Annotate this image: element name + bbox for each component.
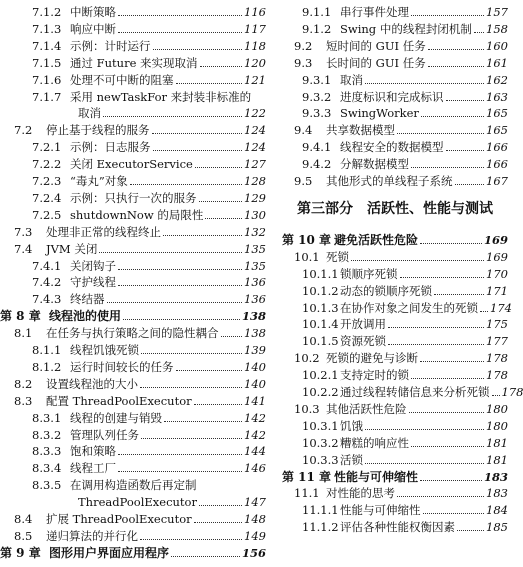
dot-leader [153,149,243,151]
toc-entry-number: 第 9 章 [0,545,41,560]
toc-entry-title: 取消 [340,72,363,87]
toc-entry-number: 7.2.2 [32,157,62,172]
toc-entry-page: 135 [244,241,266,256]
toc-entry-title: 通过线程转储信息来分析死锁 [340,385,490,399]
toc-entry-page: 185 [486,520,508,535]
dot-leader [492,394,500,396]
toc-entry-number: 9.2 [294,38,313,53]
toc-entry-number: 10.1 [294,249,320,264]
toc-entry-page: 141 [244,393,266,408]
toc-entry-page: 135 [244,258,266,273]
toc-entry-title: 其他形式的单线程子系统 [326,174,453,188]
toc-entry-title: 处理非正常的线程终止 [46,224,161,239]
dot-leader [411,14,484,16]
toc-entry-number: 7.1.3 [32,21,62,36]
toc-entry-title: 终结器 [70,292,105,307]
dot-leader [118,31,242,33]
toc-entry-number: 第 8 章 [0,309,41,324]
dot-leader [423,512,485,514]
dot-leader [420,242,482,244]
toc-entry-title: 性能与可伸缩性 [334,469,419,484]
toc-entry-title: 饱和策略 [70,444,116,459]
toc-entry-number: 10.3 [294,401,320,416]
toc-entry-number: 7.2.1 [32,140,62,155]
dot-leader [455,183,485,185]
toc-entry-page: 148 [244,512,266,526]
dot-leader [103,115,242,117]
dot-leader [194,403,242,405]
dot-leader [118,284,242,286]
toc-entry-page: 128 [244,174,266,188]
dot-leader [164,420,242,422]
dot-leader [176,369,243,371]
dot-leader [200,65,243,67]
toc-entry-page: 146 [244,461,266,476]
toc-entry-number: 8.1.1 [32,343,62,357]
toc-entry-number: 10.3.3 [302,452,339,467]
toc-entry-page: 180 [486,418,508,433]
toc-entry-number: 7.2.5 [32,207,62,222]
toc-entry-title: 长时间的 GUI 任务 [326,55,426,70]
toc-entry-page: 136 [244,292,266,307]
toc-entry-number: 8.4 [14,512,33,526]
toc-entry-number: 10.3.1 [302,418,339,433]
toc-entry-title: 其他活跃性危险 [326,401,407,416]
toc-entry-page: 139 [244,343,266,357]
dot-leader [365,428,484,430]
toc-entry-title: JVM 关闭 [46,241,98,256]
toc-entry-number: 7.1.4 [32,38,62,53]
toc-entry-number: 11.1.1 [302,503,339,518]
toc-entry-number: 10.2.2 [302,385,339,399]
toc-entry-title: 采用 newTaskFor 来封装非标准的 [70,89,252,104]
toc-entry-number: 8.3.2 [32,427,62,442]
toc-entry-page: 138 [244,326,266,341]
toc-entry-title: 对性能的思考 [326,486,395,501]
toc-entry-page: 147 [244,495,266,510]
dot-leader [163,234,242,236]
dot-leader [397,495,484,497]
toc-entry-number: 第 11 章 [282,469,332,484]
toc-entry-page: 183 [486,486,508,501]
toc-entry-title: 线程池的使用 [49,309,122,324]
toc-entry-page: 130 [244,207,266,222]
toc-entry-page: 169 [486,249,508,264]
toc-entry-title: 资源死锁 [340,334,386,349]
toc-entry-number: 10.1.5 [302,334,339,349]
toc-entry-number: 10.1.3 [302,300,339,315]
toc-entry-page: 142 [244,427,266,442]
toc-entry-title: 示例：计时运行 [70,38,151,53]
toc-entry-title: 配置 ThreadPoolExecutor [46,393,192,408]
dot-leader [411,377,484,379]
toc-entry-page: 138 [241,309,266,324]
toc-entry-page: 178 [486,368,508,383]
dot-leader [388,326,484,328]
toc-entry-number: 7.4.3 [32,292,62,307]
toc-entry-number: 8.2 [14,376,33,391]
toc-entry-title: 停止基于线程的服务 [46,123,150,138]
toc-entry-number: 9.3 [294,55,313,70]
toc-entry-number: 第 10 章 [282,232,332,247]
toc-entry-title: 取消 [78,106,101,121]
toc-entry-page: 132 [244,224,266,239]
toc-entry-page: 167 [486,174,508,188]
toc-entry-number: 7.2.4 [32,190,62,205]
toc-entry-number: 8.1 [14,326,33,341]
toc-entry-number: 10.1.2 [302,283,339,298]
toc-entry-title: 死锁的避免与诊断 [326,351,418,366]
toc-entry-title: shutdownNow 的局限性 [70,207,204,222]
toc-entry-page: 171 [486,283,508,298]
toc-entry-title: 在调用构造函数后再定制 [70,478,197,493]
toc-entry-title: 短时间的 GUI 任务 [326,38,426,53]
toc-entry-title: 开放调用 [340,317,386,332]
toc-entry-page: 170 [486,266,508,281]
toc-entry-title: 进度标识和完成标识 [340,89,444,104]
toc-entry-number: 9.3.1 [302,72,332,87]
dot-leader [420,479,482,481]
toc-entry-title: 活锁 [340,452,363,467]
toc-entry-title: 线程安全的数据模型 [340,140,444,155]
toc-entry-title: 守护线程 [70,275,116,290]
dot-leader [123,318,240,320]
dot-leader [199,200,243,202]
dot-leader [205,217,242,219]
toc-entry-number: 9.4.2 [302,157,332,172]
dot-leader [195,166,242,168]
toc-entry-number: 11.1.2 [302,520,339,535]
toc-entry-page: 136 [244,275,266,290]
toc-entry-page: 180 [486,401,508,416]
dot-leader [118,14,242,16]
toc-entry-number: 11.1 [294,486,320,501]
dot-leader [221,335,243,337]
dot-leader [397,132,484,134]
toc-entry-section[interactable] [282,169,508,188]
dot-leader [176,82,243,84]
toc-entry-number: 7.4 [14,241,33,256]
toc-entry-page: 140 [244,359,266,374]
toc-entry-page: 169 [483,232,508,247]
toc-entry-page: 175 [486,317,508,332]
toc-entry-title: 共享数据模型 [326,123,395,138]
toc-entry-page: 124 [244,123,266,138]
toc-entry-title: 响应中断 [70,21,116,36]
toc-entry-page: 166 [486,140,508,155]
toc-entry-number: 7.4.2 [32,275,62,290]
toc-entry-page: 142 [244,410,266,425]
toc-entry-title: 示例：只执行一次的服务 [70,190,197,205]
dot-leader [141,437,242,439]
toc-entry-number: 7.4.1 [32,258,62,273]
dot-leader [351,259,484,261]
toc-entry-page: 160 [486,38,508,53]
toc-entry-number: 7.2.3 [32,174,62,188]
dot-leader [474,31,484,33]
toc-entry-page: 140 [244,376,266,391]
toc-entry-number: 7.2 [14,123,33,138]
toc-entry-title: 动态的锁顺序死锁 [340,283,432,298]
dot-leader [388,343,484,345]
toc-entry-page: 156 [241,545,266,560]
dot-leader [446,99,485,101]
toc-entry-number: 10.3.2 [302,435,339,450]
toc-entry-page: 127 [244,157,266,172]
toc-entry-title: 串行事件处理 [340,5,409,19]
toc-entry-number: 9.1.2 [302,21,332,36]
toc-entry-title: 糟糕的响应性 [340,435,409,450]
dot-leader [107,301,243,303]
toc-entry-page: 183 [483,469,508,484]
toc-entry-number: 10.1.1 [302,266,339,281]
toc-entry-number: 8.3 [14,393,33,408]
toc-entry-page: 124 [244,140,266,155]
toc-entry-title: 避免活跃性危险 [334,232,419,247]
toc-entry-title: 扩展 ThreadPoolExecutor [46,512,192,526]
toc-entry-page: 181 [486,452,508,467]
toc-entry-sub[interactable] [282,515,508,534]
toc-entry-page: 157 [486,5,508,19]
toc-entry-page: 149 [244,528,266,543]
toc-entry-page: 178 [486,351,508,366]
toc-entry-number: 8.3.1 [32,410,62,425]
toc-entry-title: 锁顺序死锁 [340,266,398,281]
toc-entry-number: 7.1.2 [32,5,62,19]
toc-entry-page: 122 [244,106,266,121]
toc-entry-title: SwingWorker [340,106,419,121]
toc-entry-title: 中断策略 [70,5,116,19]
dot-leader [118,453,242,455]
toc-entry-number: 8.3.3 [32,444,62,459]
toc-entry-number: 7.1.6 [32,72,62,87]
toc-entry-page: 184 [486,503,508,518]
toc-entry-page: 178 [501,385,523,399]
dot-leader [194,521,242,523]
toc-entry-page: 116 [244,5,266,19]
toc-entry-title: 图形用户界面应用程序 [49,545,170,560]
toc-entry-page: 181 [486,435,508,450]
toc-entry-title: 在协作对象之间发生的死锁 [340,300,478,315]
toc-entry-title: 通过 Future 来实现取消 [70,55,198,70]
toc-entry-title: 递归算法的并行化 [46,528,138,543]
dot-leader [130,183,242,185]
toc-entry-page: 165 [486,123,508,138]
toc-entry-page: 174 [490,300,512,315]
toc-entry-title: Swing 中的线程封闭机制 [340,21,472,36]
dot-leader [153,48,243,50]
toc-entry-number: 9.4.1 [302,140,332,155]
toc-entry-number: 9.3.2 [302,89,332,104]
toc-entry-number: 7.1.5 [32,55,62,70]
toc-entry-page: 177 [486,334,508,349]
dot-leader [140,538,242,540]
toc-entry-page: 129 [244,190,266,205]
dot-leader [420,360,484,362]
dot-leader [434,293,484,295]
toc-entry-title: 死锁 [326,249,349,264]
dot-leader [141,352,242,354]
dot-leader [140,386,242,388]
toc-entry-page: 158 [486,21,508,36]
toc-entry-number: 9.3.3 [302,106,332,121]
toc-entry-title: 示例：日志服务 [70,140,151,155]
toc-entry-number: 10.2 [294,351,320,366]
toc-entry-page: 121 [244,72,266,87]
dot-leader [199,504,242,506]
dot-leader [365,82,484,84]
toc-entry-title: 线程的创建与销毁 [70,410,162,425]
toc-entry-page: 165 [486,106,508,121]
toc-entry-number: 8.3.4 [32,461,62,476]
toc-entry-number: 8.3.5 [32,478,62,493]
dot-leader [446,149,485,151]
toc-entry-page: 118 [244,38,266,53]
toc-entry-page: 117 [244,21,266,36]
dot-leader [411,166,484,168]
toc-entry-title: 线程饥饿死锁 [70,343,139,357]
toc-entry-page: 120 [244,55,266,70]
toc-entry-title: 饥饿 [340,418,363,433]
dot-leader [421,115,484,117]
toc-entry-number: 10.2.1 [302,368,339,383]
toc-entry-number: 8.1.2 [32,359,62,374]
toc-entry-title: “毒丸”对象 [70,174,128,188]
dot-leader [428,48,484,50]
toc-entry-title: 线程工厂 [70,461,116,476]
dot-leader [400,276,485,278]
toc-entry-title: 在任务与执行策略之间的隐性耦合 [46,326,219,341]
toc-entry-title: 关闭钩子 [70,258,116,273]
toc-entry-page: 163 [486,89,508,104]
toc-entry-title: 管理队列任务 [70,427,139,442]
toc-entry-title: 支持定时的锁 [340,368,409,383]
toc-entry-title: 运行时间较长的任务 [70,359,174,374]
dot-leader [480,310,488,312]
dot-leader [411,445,484,447]
toc-entry-title: 关闭 ExecutorService [70,157,193,172]
toc-entry-title: 分解数据模型 [340,157,409,172]
toc-entry-number: 8.5 [14,528,33,543]
toc-entry-page: 162 [486,72,508,87]
dot-leader [152,132,243,134]
toc-entry-title: 性能与可伸缩性 [340,503,421,518]
toc-entry-page: 166 [486,157,508,172]
toc-entry-number: 9.4 [294,123,313,138]
dot-leader [428,65,484,67]
toc-entry-number: 9.5 [294,174,313,188]
dot-leader [118,470,242,472]
part-heading: 第三部分 活跃性、性能与测试 [297,200,493,217]
dot-leader [118,268,242,270]
dot-leader [457,529,484,531]
toc-entry-title: 处理不可中断的阻塞 [70,72,174,87]
toc-entry-page: 144 [244,444,266,459]
toc-entry-number: 7.3 [14,224,33,239]
toc-entry-title: 评估各种性能权衡因素 [340,520,455,535]
toc-entry-number: 7.1.7 [32,89,62,104]
toc-entry-title: ThreadPoolExecutor [78,495,197,510]
toc-entry-chapter[interactable] [0,541,266,560]
toc-entry-title: 设置线程池的大小 [46,376,138,391]
dot-leader [171,555,240,557]
dot-leader [99,251,242,253]
toc-entry-number: 10.1.4 [302,317,339,332]
dot-leader [409,411,485,413]
toc-entry-page: 161 [486,55,508,70]
dot-leader [365,462,484,464]
toc-entry-number: 9.1.1 [302,5,332,19]
